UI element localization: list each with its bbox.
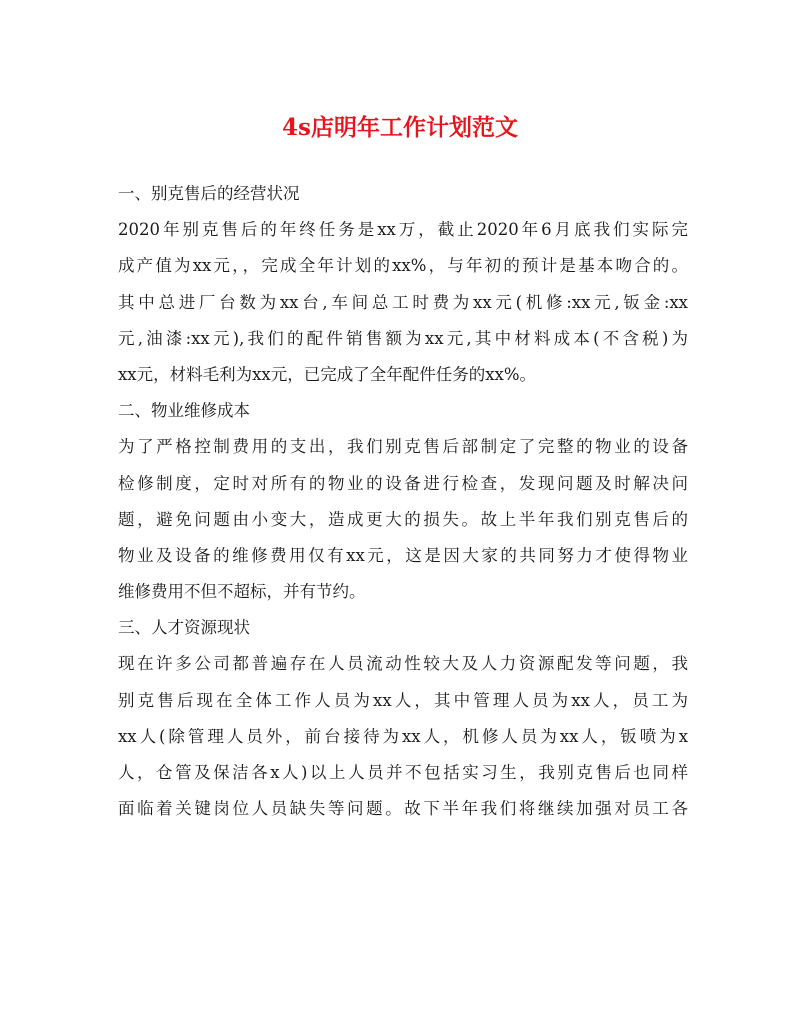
section-heading: 二、物业维修成本 bbox=[118, 401, 250, 421]
paragraph-line: xx人(除管理人员外，前台接待为xx人，机修人员为xx人，钣喷为x bbox=[118, 726, 688, 746]
paragraph-line: 为了严格控制费用的支出，我们别克售后部制定了完整的物业的设备 bbox=[118, 437, 688, 457]
paragraph-line: 面临着关键岗位人员缺失等问题。故下半年我们将继续加强对员工各 bbox=[118, 799, 688, 819]
page-title: 4s店明年工作计划范文 bbox=[282, 114, 518, 141]
paragraph-line: 2020年别克售后的年终任务是xx万，截止2020年6月底我们实际完 bbox=[118, 220, 688, 240]
paragraph-line: 物业及设备的维修费用仅有xx元，这是因大家的共同努力才使得物业 bbox=[118, 545, 688, 565]
section-heading: 三、人才资源现状 bbox=[118, 618, 250, 638]
paragraph-line: 人，仓管及保洁各x人)以上人员并不包括实习生，我别克售后也同样 bbox=[118, 763, 688, 782]
paragraph-line: 元,油漆:xx元),我们的配件销售额为xx元,其中材料成本(不含税)为 bbox=[118, 328, 688, 348]
document-body bbox=[118, 176, 688, 827]
paragraph-line: 现在许多公司都普遍存在人员流动性较大及人力资源配发等问题，我 bbox=[118, 654, 688, 674]
paragraph-line: 检修制度，定时对所有的物业的设备进行检查，发现问题及时解决问 bbox=[118, 473, 688, 493]
paragraph-line: 维修费用不但不超标，并有节约。 bbox=[118, 582, 366, 602]
paragraph-line: xx元，材料毛利为xx元，已完成了全年配件任务的xx%。 bbox=[118, 364, 537, 384]
paragraph-line: 别克售后现在全体工作人员为xx人，其中管理人员为xx人，员工为 bbox=[118, 690, 688, 710]
paragraph-line: 题，避免问题由小变大，造成更大的损失。故上半年我们别克售后的 bbox=[118, 509, 688, 529]
paragraph-line: 其中总进厂台数为xx台,车间总工时费为xx元(机修:xx元,钣金:xx bbox=[118, 292, 688, 312]
section-heading: 一、别克售后的经营状况 bbox=[118, 184, 300, 203]
paragraph-line: 成产值为xx元，，完成全年计划的xx%，与年初的预计是基本吻合的。 bbox=[118, 256, 688, 276]
